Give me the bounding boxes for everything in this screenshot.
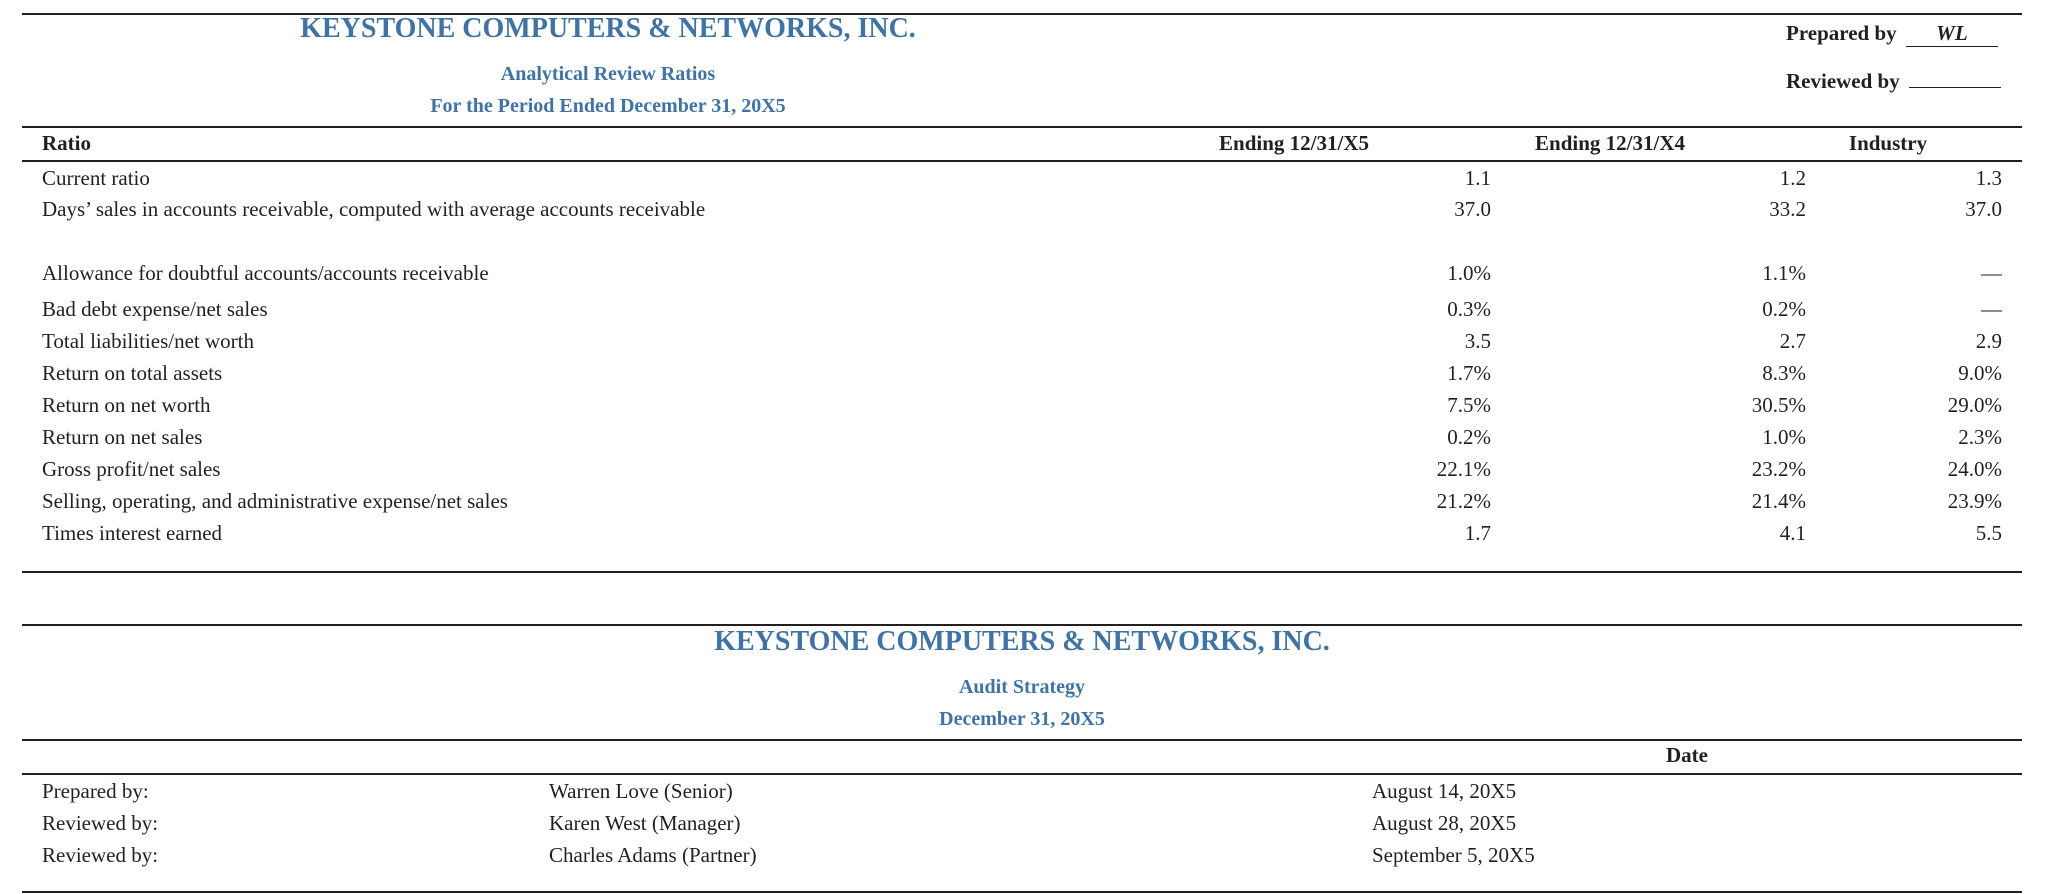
ratio-value-x5: 3.5 [1464,329,1491,353]
strategy-row-name: Warren Love (Senior) [549,779,733,803]
strategy-row-role: Reviewed by: [42,843,159,867]
ratio-value-x5: 0.3% [1447,297,1491,321]
ratio-value-industry: 23.9% [1947,489,2002,513]
ratio-row-label: Bad debt expense/net sales [42,297,268,321]
ratio-value-x4: 1.1% [1762,261,1806,285]
ratio-value-x4: 4.1 [1779,521,1806,545]
col-header-ratio: Ratio [42,131,91,155]
col-header-x5: Ending 12/31/X5 [1219,131,1369,155]
ratio-row-label: Days’ sales in accounts receivable, computed with average accounts receivable [42,197,706,221]
strategy-title: Audit Strategy [958,676,1086,698]
ratio-row-label: Allowance for doubtful accounts/accounts receivable [42,261,489,285]
ratio-value-x4: 30.5% [1751,393,1806,417]
ratio-value-x5: 1.0% [1447,261,1491,285]
ratios-bottom-rule [22,571,2022,573]
ratio-row-label: Current ratio [42,166,150,190]
reviewed-by-label: Reviewed by [1786,69,1900,93]
strategy-date-header: Date [1666,743,1708,767]
prepared-by-field [1786,21,1998,47]
ratio-value-industry: 24.0% [1947,457,2002,481]
ratios-period: For the Period Ended December 31, 20X5 [430,95,786,117]
ratio-value-x4: 33.2 [1769,197,1806,221]
ratio-value-industry: 9.0% [1958,361,2002,385]
ratio-value-x4: 21.4% [1751,489,1806,513]
ratio-value-industry: 5.5 [1975,521,2002,545]
strategy-row-role: Reviewed by: [42,811,159,835]
col-header-x4: Ending 12/31/X4 [1535,131,1685,155]
ratio-value-x5: 1.7 [1464,521,1491,545]
ratio-row-label: Return on net sales [42,425,203,449]
ratios-title: Analytical Review Ratios [500,63,716,85]
ratio-value-x4: 23.2% [1751,457,1806,481]
ratio-value-industry: — [1981,297,2002,321]
ratio-value-x4: 1.0% [1762,425,1806,449]
ratio-row-label: Selling, operating, and administrative expense/net sales [42,489,508,513]
ratio-value-x4: 1.2 [1779,166,1806,190]
ratio-row-label: Times interest earned [42,521,223,545]
ratio-value-industry: 29.0% [1947,393,2002,417]
col-header-industry: Industry [1848,131,1928,155]
header-top-rule [22,126,2022,128]
ratio-value-x5: 22.1% [1436,457,1491,481]
ratio-value-x5: 7.5% [1447,393,1491,417]
ratio-row-label: Total liabilities/net worth [42,329,254,353]
ratio-value-x5: 1.1 [1464,166,1491,190]
strategy-row-name: Charles Adams (Partner) [549,843,757,867]
ratio-value-x5: 37.0 [1454,197,1491,221]
prepared-by-label: Prepared by [1786,21,1897,45]
strategy-row-name: Karen West (Manager) [549,811,741,835]
ratio-value-x4: 0.2% [1762,297,1806,321]
ratio-value-industry: — [1981,261,2002,285]
ratio-value-x4: 8.3% [1762,361,1806,385]
strategy-row-role: Prepared by: [42,779,149,803]
strategy-date: December 31, 20X5 [939,708,1105,730]
ratio-row-label: Return on total assets [42,361,223,385]
ratio-value-industry: 37.0 [1965,197,2002,221]
strategy-row-date: August 28, 20X5 [1372,811,1517,835]
strategy-row-date: September 5, 20X5 [1372,843,1535,867]
strategy-header-top-rule [22,739,2022,741]
ratio-row-label: Return on net worth [42,393,211,417]
ratio-value-industry: 1.3 [1975,166,2002,190]
reviewed-by-initials [1909,65,2001,88]
strategy-company-title: KEYSTONE COMPUTERS & NETWORKS, INC. [714,626,1330,657]
reviewed-by-field [1786,65,2001,94]
ratio-row-label: Gross profit/net sales [42,457,221,481]
ratio-value-industry: 2.9 [1975,329,2002,353]
ratio-value-industry: 2.3% [1958,425,2002,449]
strategy-row-date: August 14, 20X5 [1372,779,1517,803]
ratio-value-x5: 1.7% [1447,361,1491,385]
strategy-bottom-rule [22,891,2022,893]
ratio-value-x5: 0.2% [1447,425,1491,449]
strategy-header-bottom-rule [22,773,2022,775]
ratio-value-x5: 21.2% [1436,489,1491,513]
header-bottom-rule [22,160,2022,162]
ratio-value-x4: 2.7 [1779,329,1806,353]
ratios-company-title: KEYSTONE COMPUTERS & NETWORKS, INC. [300,13,916,44]
prepared-by-initials: WL [1906,21,1998,47]
